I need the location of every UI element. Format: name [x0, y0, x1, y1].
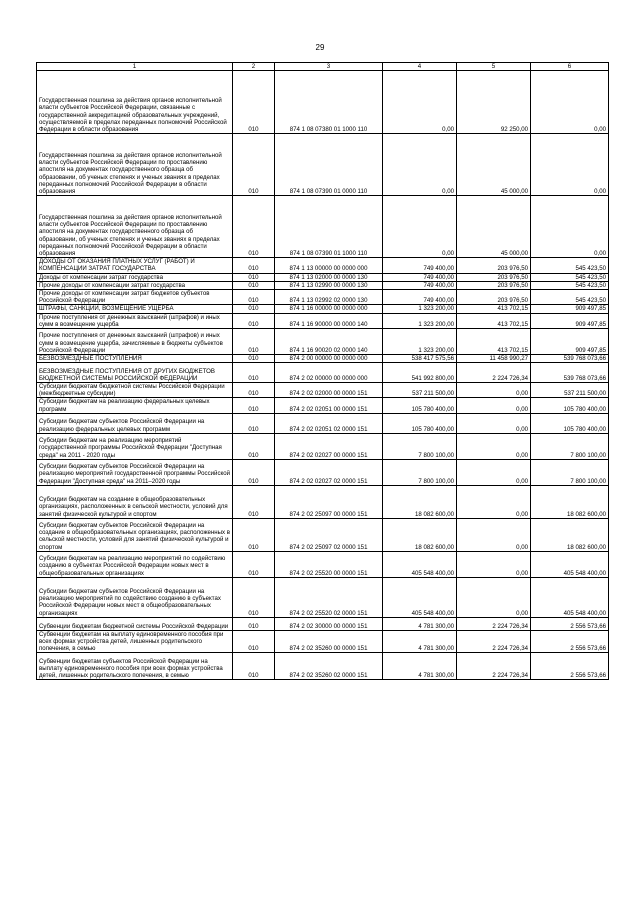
- column-header: 6: [531, 63, 609, 71]
- row-name-cell: Субсидии бюджетам на создание в общеобразовательных организациях, расположенных в сельской местности, условий для занятий физической культурой и спортом: [37, 485, 233, 518]
- row-line-code-cell: 010: [233, 71, 275, 134]
- row-approved-cell: 541 992 800,00: [383, 363, 457, 383]
- row-unexecuted-cell: 0,00: [531, 196, 609, 258]
- row-budget-code-cell: 874 1 13 02990 00 0000 130: [275, 281, 383, 289]
- column-header: 3: [275, 63, 383, 71]
- row-line-code-cell: 010: [233, 630, 275, 653]
- column-header: 5: [457, 63, 531, 71]
- row-budget-code-cell: 874 2 00 00000 00 0000 000: [275, 354, 383, 362]
- row-budget-code-cell: 874 1 08 07390 01 1000 110: [275, 196, 383, 258]
- table-row: [37, 518, 609, 551]
- row-budget-code-cell: 874 2 02 00000 00 0000 000: [275, 363, 383, 383]
- row-line-code-cell: 010: [233, 617, 275, 630]
- row-budget-code-cell: 874 2 02 35260 00 0000 151: [275, 630, 383, 653]
- row-executed-cell: 203 976,50: [457, 258, 531, 273]
- row-approved-cell: 105 780 400,00: [383, 398, 457, 413]
- row-line-code-cell: 010: [233, 313, 275, 328]
- row-name-cell: Субсидии бюджетам на реализацию мероприятий государственной программы Российской Федерации "Доступная среда" на 2011 - 2020 годы: [37, 433, 233, 459]
- table-row: [37, 577, 609, 617]
- table-row: [37, 363, 609, 383]
- row-line-code-cell: 010: [233, 281, 275, 289]
- row-budget-code-cell: 874 2 02 02000 00 0000 151: [275, 383, 383, 398]
- row-line-code-cell: 010: [233, 134, 275, 196]
- row-approved-cell: 405 548 400,00: [383, 577, 457, 617]
- row-name-cell: Государственная пошлина за действия органов исполнительной власти субъектов Российской Федерации по проставлению апостиля на документах государственного образца об образовании, об ученых степенях и ученых званиях в пределах переданных полномочий Российской Федерации в области образования: [37, 196, 233, 258]
- row-line-code-cell: 010: [233, 577, 275, 617]
- row-executed-cell: 2 224 726,34: [457, 653, 531, 680]
- row-line-code-cell: 010: [233, 305, 275, 313]
- row-name-cell: Доходы от компенсации затрат государства: [37, 273, 233, 281]
- row-line-code-cell: 010: [233, 354, 275, 362]
- row-unexecuted-cell: 405 548 400,00: [531, 551, 609, 577]
- table-row: [37, 196, 609, 258]
- row-budget-code-cell: 874 1 16 00000 00 0000 000: [275, 305, 383, 313]
- table-row: [37, 328, 609, 354]
- row-executed-cell: 203 976,50: [457, 273, 531, 281]
- row-name-cell: Прочие доходы от компенсации затрат государства: [37, 281, 233, 289]
- row-unexecuted-cell: 545 423,50: [531, 289, 609, 304]
- row-line-code-cell: 010: [233, 289, 275, 304]
- column-header: 1: [37, 63, 233, 71]
- row-name-cell: Субсидии бюджетам на реализацию мероприятий по содействию созданию в субъектах Российской Федерации новых мест в общеобразовательных организациях: [37, 551, 233, 577]
- row-budget-code-cell: 874 2 02 25520 00 0000 151: [275, 551, 383, 577]
- row-name-cell: Прочие поступления от денежных взысканий (штрафов) и иных сумм в возмещение ущерба, зачисляемые в бюджеты субъектов Российской Федерации: [37, 328, 233, 354]
- row-line-code-cell: 010: [233, 383, 275, 398]
- row-unexecuted-cell: 2 556 573,66: [531, 653, 609, 680]
- row-approved-cell: 749 400,00: [383, 281, 457, 289]
- row-executed-cell: 203 976,50: [457, 289, 531, 304]
- row-approved-cell: 18 082 600,00: [383, 518, 457, 551]
- table-row: [37, 630, 609, 653]
- row-approved-cell: 1 323 200,00: [383, 328, 457, 354]
- row-line-code-cell: 010: [233, 485, 275, 518]
- row-budget-code-cell: 874 2 02 02051 02 0000 151: [275, 413, 383, 433]
- row-approved-cell: 4 781 300,00: [383, 617, 457, 630]
- table-row: [37, 273, 609, 281]
- row-line-code-cell: 010: [233, 258, 275, 273]
- row-budget-code-cell: 874 2 02 25520 02 0000 151: [275, 577, 383, 617]
- row-approved-cell: 1 323 200,00: [383, 305, 457, 313]
- row-name-cell: Субсидии бюджетам субъектов Российской Федерации на реализацию мероприятий государственной программы Российской Федерации "Доступная среда" на 2011–2020 годы: [37, 459, 233, 485]
- row-name-cell: Субвенции бюджетам бюджетной системы Российской Федерации: [37, 617, 233, 630]
- row-name-cell: Субвенции бюджетам субъектов Российской Федерации на выплату единовременного пособия при всех формах устройства детей, лишенных родительского попечения, в семью: [37, 653, 233, 680]
- table-row: [37, 258, 609, 273]
- row-line-code-cell: 010: [233, 273, 275, 281]
- row-executed-cell: 0,00: [457, 518, 531, 551]
- row-budget-code-cell: 874 1 08 07390 01 0000 110: [275, 134, 383, 196]
- row-unexecuted-cell: 18 082 600,00: [531, 485, 609, 518]
- row-name-cell: Субсидии бюджетам субъектов Российской Федерации на реализацию федеральных целевых программ: [37, 413, 233, 433]
- row-approved-cell: 749 400,00: [383, 258, 457, 273]
- row-approved-cell: 4 781 300,00: [383, 630, 457, 653]
- row-unexecuted-cell: 2 556 573,66: [531, 630, 609, 653]
- row-executed-cell: 0,00: [457, 577, 531, 617]
- table-row: [37, 134, 609, 196]
- row-budget-code-cell: 874 1 08 07380 01 1000 110: [275, 71, 383, 134]
- row-approved-cell: 405 548 400,00: [383, 551, 457, 577]
- table-row: [37, 289, 609, 304]
- budget-table-body: [37, 63, 609, 680]
- row-name-cell: ШТРАФЫ, САНКЦИИ, ВОЗМЕЩЕНИЕ УЩЕРБА: [37, 305, 233, 313]
- table-header-row: [37, 63, 609, 71]
- row-approved-cell: 538 417 575,56: [383, 354, 457, 362]
- table-row: [37, 71, 609, 134]
- row-name-cell: Прочие поступления от денежных взысканий (штрафов) и иных сумм в возмещение ущерба: [37, 313, 233, 328]
- row-executed-cell: 0,00: [457, 398, 531, 413]
- row-name-cell: Субвенции бюджетам на выплату единовременного пособия при всех формах устройства детей, лишенных родительского попечения, в семью: [37, 630, 233, 653]
- page-number: 29: [315, 43, 325, 52]
- row-unexecuted-cell: 105 780 400,00: [531, 413, 609, 433]
- row-line-code-cell: 010: [233, 413, 275, 433]
- row-unexecuted-cell: 909 497,85: [531, 328, 609, 354]
- row-unexecuted-cell: 7 800 100,00: [531, 459, 609, 485]
- row-unexecuted-cell: 545 423,50: [531, 281, 609, 289]
- row-unexecuted-cell: 105 780 400,00: [531, 398, 609, 413]
- row-executed-cell: 45 000,00: [457, 134, 531, 196]
- row-executed-cell: 413 702,15: [457, 305, 531, 313]
- row-line-code-cell: 010: [233, 433, 275, 459]
- row-executed-cell: 2 224 726,34: [457, 630, 531, 653]
- row-executed-cell: 0,00: [457, 433, 531, 459]
- row-executed-cell: 2 224 726,34: [457, 363, 531, 383]
- row-executed-cell: 0,00: [457, 383, 531, 398]
- row-executed-cell: 2 224 726,34: [457, 617, 531, 630]
- row-unexecuted-cell: 18 082 600,00: [531, 518, 609, 551]
- row-unexecuted-cell: 2 556 573,66: [531, 617, 609, 630]
- row-executed-cell: 92 250,00: [457, 71, 531, 134]
- table-row: [37, 653, 609, 680]
- row-name-cell: БЕЗВОЗМЕЗДНЫЕ ПОСТУПЛЕНИЯ ОТ ДРУГИХ БЮДЖЕТОВ БЮДЖЕТНОЙ СИСТЕМЫ РОССИЙСКОЙ ФЕДЕРАЦИИ: [37, 363, 233, 383]
- row-budget-code-cell: 874 2 02 25097 02 0000 151: [275, 518, 383, 551]
- row-budget-code-cell: 874 1 16 90000 00 0000 140: [275, 313, 383, 328]
- row-name-cell: БЕЗВОЗМЕЗДНЫЕ ПОСТУПЛЕНИЯ: [37, 354, 233, 362]
- row-executed-cell: 413 702,15: [457, 328, 531, 354]
- row-budget-code-cell: 874 1 13 00000 00 0000 000: [275, 258, 383, 273]
- table-row: [37, 305, 609, 313]
- row-approved-cell: 0,00: [383, 196, 457, 258]
- row-name-cell: Субсидии бюджетам субъектов Российской Федерации на создание в общеобразовательных организациях, расположенных в сельской местности, условий для занятий физической культурой и спортом: [37, 518, 233, 551]
- table-row: [37, 383, 609, 398]
- row-budget-code-cell: 874 2 02 35260 02 0000 151: [275, 653, 383, 680]
- row-line-code-cell: 010: [233, 459, 275, 485]
- table-row: [37, 354, 609, 362]
- row-budget-code-cell: 874 2 02 02051 00 0000 151: [275, 398, 383, 413]
- row-approved-cell: 7 800 100,00: [383, 433, 457, 459]
- row-approved-cell: 1 323 200,00: [383, 313, 457, 328]
- table-row: [37, 398, 609, 413]
- row-line-code-cell: 010: [233, 363, 275, 383]
- table-row: [37, 551, 609, 577]
- row-executed-cell: 413 702,15: [457, 313, 531, 328]
- row-approved-cell: 4 781 300,00: [383, 653, 457, 680]
- row-approved-cell: 749 400,00: [383, 273, 457, 281]
- table-row: [37, 281, 609, 289]
- table-row: [37, 413, 609, 433]
- row-budget-code-cell: 874 1 13 02000 00 0000 130: [275, 273, 383, 281]
- table-row: [37, 433, 609, 459]
- row-unexecuted-cell: 909 497,85: [531, 313, 609, 328]
- row-name-cell: Субсидии бюджетам субъектов Российской Федерации на реализацию мероприятий по содействию созданию в субъектах Российской Федерации новых мест в общеобразовательных организациях: [37, 577, 233, 617]
- row-unexecuted-cell: 0,00: [531, 134, 609, 196]
- row-name-cell: ДОХОДЫ ОТ ОКАЗАНИЯ ПЛАТНЫХ УСЛУГ (РАБОТ) И КОМПЕНСАЦИИ ЗАТРАТ ГОСУДАРСТВА: [37, 258, 233, 273]
- row-unexecuted-cell: 539 768 073,66: [531, 363, 609, 383]
- row-approved-cell: 7 800 100,00: [383, 459, 457, 485]
- row-unexecuted-cell: 539 768 073,66: [531, 354, 609, 362]
- row-approved-cell: 749 400,00: [383, 289, 457, 304]
- row-line-code-cell: 010: [233, 518, 275, 551]
- row-line-code-cell: 010: [233, 653, 275, 680]
- row-executed-cell: 45 000,00: [457, 196, 531, 258]
- row-name-cell: Субсидии бюджетам бюджетной системы Российской Федерации (межбюджетные субсидии): [37, 383, 233, 398]
- row-unexecuted-cell: 537 211 500,00: [531, 383, 609, 398]
- table-row: [37, 485, 609, 518]
- table-row: [37, 617, 609, 630]
- row-approved-cell: 105 780 400,00: [383, 413, 457, 433]
- row-approved-cell: 0,00: [383, 134, 457, 196]
- row-name-cell: Государственная пошлина за действия органов исполнительной власти субъектов Российской Федерации по проставлению апостиля на документах государственного образца об образовании, об ученых степенях и ученых званиях в пределах переданных полномочий Российской Федерации в области образования: [37, 134, 233, 196]
- row-unexecuted-cell: 545 423,50: [531, 273, 609, 281]
- row-line-code-cell: 010: [233, 551, 275, 577]
- row-unexecuted-cell: 405 548 400,00: [531, 577, 609, 617]
- row-budget-code-cell: 874 2 02 02027 02 0000 151: [275, 459, 383, 485]
- table-row: [37, 313, 609, 328]
- row-unexecuted-cell: 0,00: [531, 71, 609, 134]
- table-row: [37, 459, 609, 485]
- row-name-cell: Прочие доходы от компенсации затрат бюджетов субъектов Российской Федерации: [37, 289, 233, 304]
- row-executed-cell: 0,00: [457, 413, 531, 433]
- row-executed-cell: 0,00: [457, 551, 531, 577]
- row-unexecuted-cell: 7 800 100,00: [531, 433, 609, 459]
- row-name-cell: Субсидии бюджетам на реализацию федеральных целевых программ: [37, 398, 233, 413]
- row-unexecuted-cell: 909 497,85: [531, 305, 609, 313]
- row-line-code-cell: 010: [233, 196, 275, 258]
- row-executed-cell: 11 458 990,27: [457, 354, 531, 362]
- row-approved-cell: 537 211 500,00: [383, 383, 457, 398]
- row-approved-cell: 0,00: [383, 71, 457, 134]
- row-budget-code-cell: 874 1 13 02992 02 0000 130: [275, 289, 383, 304]
- row-executed-cell: 0,00: [457, 459, 531, 485]
- column-header: 2: [233, 63, 275, 71]
- row-budget-code-cell: 874 1 16 90020 02 0000 140: [275, 328, 383, 354]
- row-approved-cell: 18 082 600,00: [383, 485, 457, 518]
- row-budget-code-cell: 874 2 02 25097 00 0000 151: [275, 485, 383, 518]
- row-budget-code-cell: 874 2 02 30000 00 0000 151: [275, 617, 383, 630]
- budget-table: [36, 62, 609, 680]
- row-line-code-cell: 010: [233, 328, 275, 354]
- row-executed-cell: 0,00: [457, 485, 531, 518]
- row-executed-cell: 203 976,50: [457, 281, 531, 289]
- row-line-code-cell: 010: [233, 398, 275, 413]
- row-name-cell: Государственная пошлина за действия органов исполнительной власти субъектов Российской Федерации, связанные с государственной аккредитацией образовательных учреждений, осуществляемой в пределах переданных полномочий Российской Федерации в области образования: [37, 71, 233, 134]
- row-budget-code-cell: 874 2 02 02027 00 0000 151: [275, 433, 383, 459]
- column-header: 4: [383, 63, 457, 71]
- row-unexecuted-cell: 545 423,50: [531, 258, 609, 273]
